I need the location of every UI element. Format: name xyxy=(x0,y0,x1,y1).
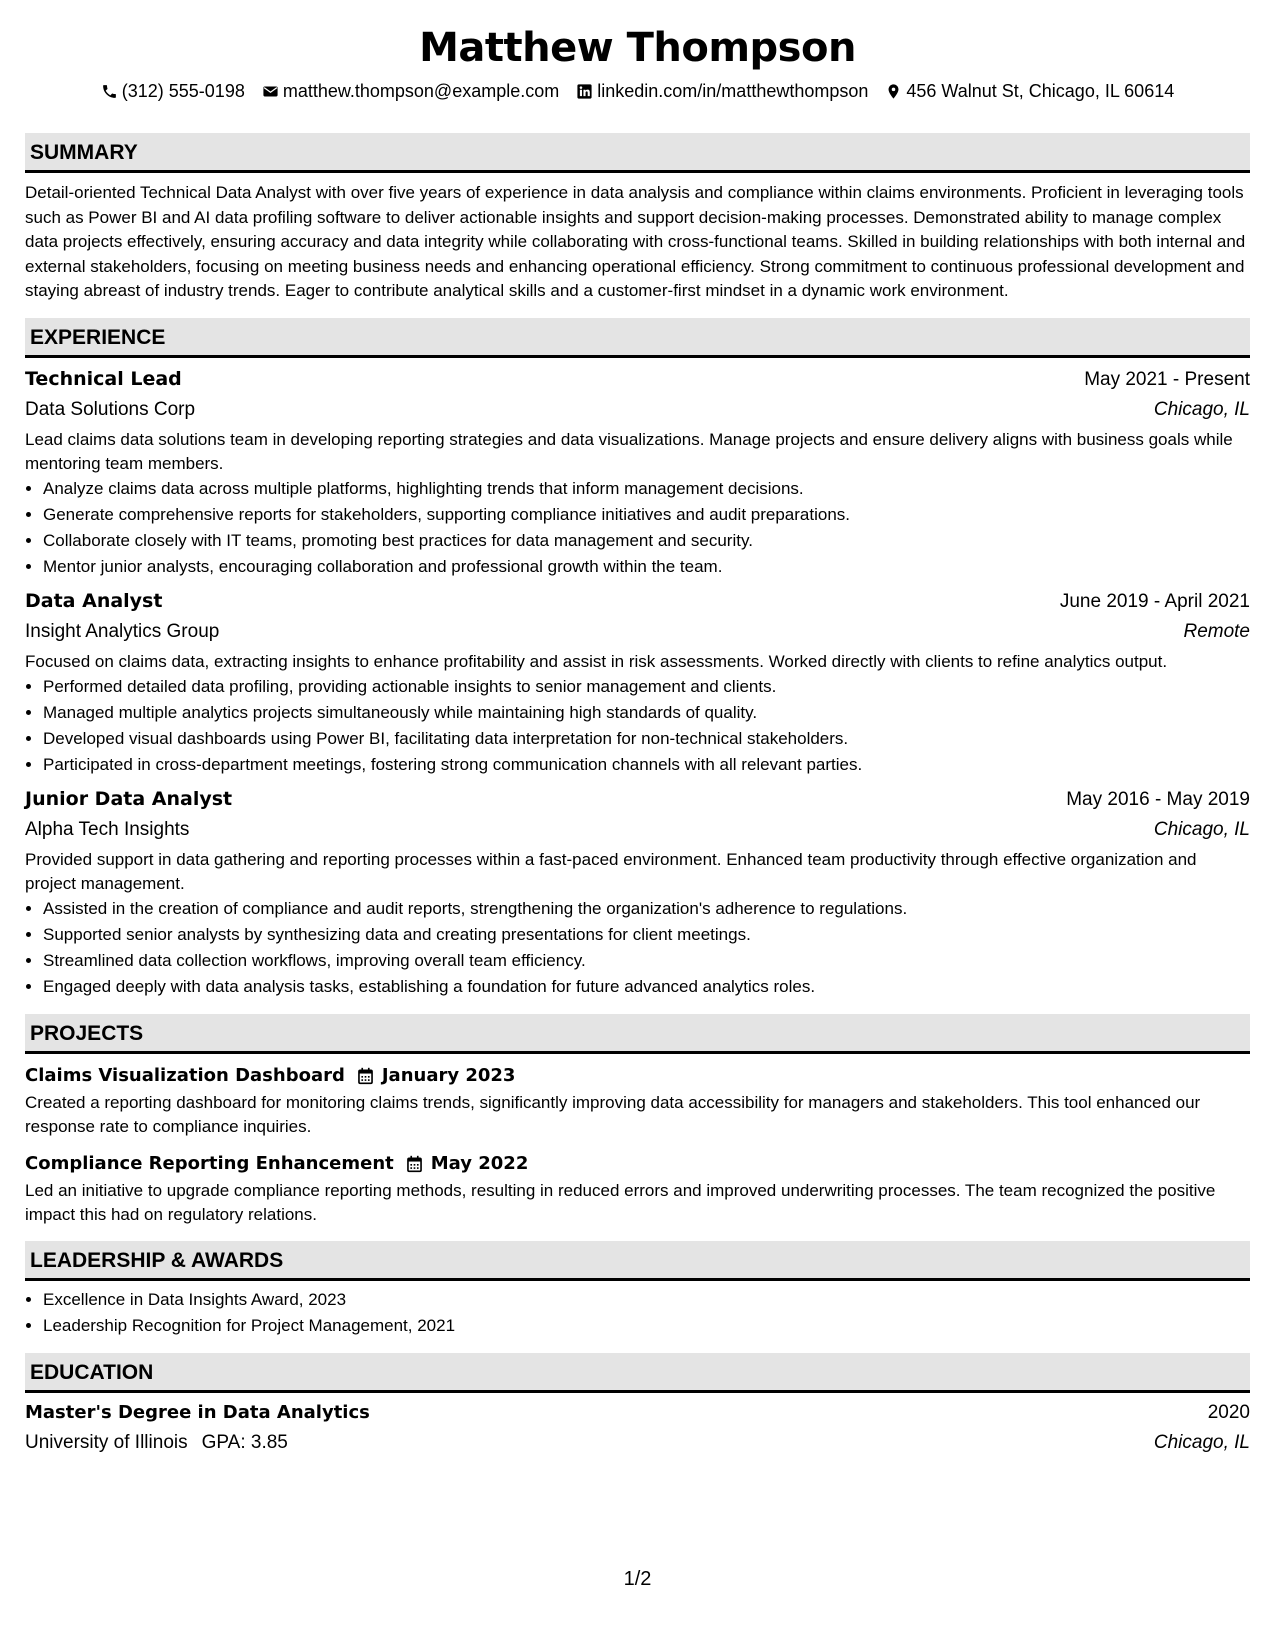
gpa-text: GPA: 3.85 xyxy=(201,1431,288,1453)
job-description: Focused on claims data, extracting insights to enhance profitability and assist in risk assessments. Worked directly with clients to refine analytics output. xyxy=(25,651,1168,671)
section-heading: EXPERIENCE xyxy=(25,318,1250,358)
phone-icon xyxy=(101,83,118,100)
job-entry xyxy=(25,784,1250,1000)
candidate-name: Matthew Thompson xyxy=(419,25,856,71)
job-title: Junior Data Analyst xyxy=(25,787,233,810)
education-section xyxy=(25,1353,1250,1458)
list-item: • Analyze claims data across multiple platforms, highlighting trends that inform management decisions. xyxy=(43,476,1250,502)
linkedin-icon xyxy=(576,83,593,100)
calendar-icon xyxy=(406,1155,423,1173)
contact-bar xyxy=(25,79,1250,103)
project-name: Claims Visualization Dashboard xyxy=(25,1064,345,1086)
project-date: January 2023 xyxy=(381,1064,516,1086)
leadership-section xyxy=(25,1241,1250,1339)
envelope-icon xyxy=(262,83,279,100)
list-item: • Supported senior analysts by synthesizing data and creating presentations for client meetings. xyxy=(43,922,1250,948)
contact-address xyxy=(885,79,1174,103)
list-item: • Developed visual dashboards using Power BI, facilitating data interpretation for non-technical stakeholders. xyxy=(43,726,1250,752)
job-dates: May 2021 - Present xyxy=(1084,368,1250,390)
contact-phone xyxy=(101,79,245,103)
project-date: May 2022 xyxy=(430,1152,529,1174)
list-item: • Participated in cross-department meetings, fostering strong communication channels with all relevant parties. xyxy=(43,752,1250,778)
job-title: Data Analyst xyxy=(25,589,163,612)
company-name: Alpha Tech Insights xyxy=(25,818,190,840)
list-item: • Managed multiple analytics projects simultaneously while maintaining high standards of quality. xyxy=(43,700,1250,726)
job-description: Lead claims data solutions team in developing reporting strategies and data visualizations. Manage projects and ensure delivery aligns with business goals while mentoring team members. xyxy=(25,429,1233,473)
job-location: Chicago, IL xyxy=(1153,818,1250,840)
job-location: Chicago, IL xyxy=(1153,398,1250,420)
projects-section xyxy=(25,1014,1250,1227)
email-link[interactable]: matthew.thompson@example.com xyxy=(282,81,560,101)
project-name: Compliance Reporting Enhancement xyxy=(25,1152,394,1174)
page-number: 1/2 xyxy=(623,1568,652,1590)
job-title: Technical Lead xyxy=(25,367,182,390)
section-heading: SUMMARY xyxy=(25,133,1250,173)
list-item: • Collaborate closely with IT teams, promoting best practices for data management and security. xyxy=(43,528,1250,554)
job-bullets xyxy=(25,674,1250,778)
project-entry xyxy=(25,1061,1250,1139)
summary-section xyxy=(25,133,1250,304)
linkedin-link[interactable]: linkedin.com/in/matthewthompson xyxy=(597,81,869,101)
school-name: University of Illinois xyxy=(25,1431,188,1453)
job-entry xyxy=(25,364,1250,580)
job-entry xyxy=(25,586,1250,778)
company-name: Data Solutions Corp xyxy=(25,398,196,420)
phone-text: (312) 555-0198 xyxy=(121,81,245,101)
list-item: • Performed detailed data profiling, providing actionable insights to senior management and clients. xyxy=(43,674,1250,700)
section-heading: PROJECTS xyxy=(25,1014,1250,1054)
list-item: • Leadership Recognition for Project Management, 2021 xyxy=(43,1313,1250,1339)
section-heading: LEADERSHIP & AWARDS xyxy=(25,1241,1250,1281)
list-item: • Excellence in Data Insights Award, 2023 xyxy=(43,1287,1250,1313)
project-entry xyxy=(25,1149,1250,1227)
contact-email[interactable] xyxy=(262,79,559,103)
contact-linkedin[interactable] xyxy=(576,79,868,103)
company-name: Insight Analytics Group xyxy=(25,620,220,642)
summary-text: Detail-oriented Technical Data Analyst with over five years of experience in data analysis and compliance within claims environments. Proficient in leveraging tools such as Power BI and AI data profiling software to deliver actionable insights and support decision-making processes. Demonstrated ability to manage complex data projects effectively, ensuring accuracy and data integrity while collaborating with cross-functional teams. Skilled in building relationships with both internal and external stakeholders, focusing on meeting business needs and enhancing operational efficiency. Strong commitment to continuous professional development and staying abreast of industry trends. Eager to contribute analytical skills and a customer-first mindset in a dynamic work environment. xyxy=(25,183,1246,300)
list-item: • Mentor junior analysts, encouraging collaboration and professional growth within the team. xyxy=(43,554,1250,580)
experience-section xyxy=(25,318,1250,1000)
degree-title: Master's Degree in Data Analytics xyxy=(25,1401,370,1423)
project-description: Created a reporting dashboard for monitoring claims trends, significantly improving data accessibility for managers and stakeholders. This tool enhanced our response rate to compliance inquiries. xyxy=(25,1092,1201,1136)
job-description: Provided support in data gathering and reporting processes within a fast-paced environment. Enhanced team productivity through effective organization and project management. xyxy=(25,849,1197,893)
degree-year: 2020 xyxy=(1207,1401,1250,1423)
school-location: Chicago, IL xyxy=(1153,1431,1250,1453)
list-item: • Streamlined data collection workflows, improving overall team efficiency. xyxy=(43,948,1250,974)
job-dates: June 2019 - April 2021 xyxy=(1059,590,1250,612)
list-item: • Generate comprehensive reports for stakeholders, supporting compliance initiatives and audit preparations. xyxy=(43,502,1250,528)
job-location: Remote xyxy=(1183,620,1250,642)
section-heading: EDUCATION xyxy=(25,1353,1250,1393)
calendar-icon xyxy=(357,1067,374,1085)
list-item: • Assisted in the creation of compliance and audit reports, strengthening the organization's adherence to regulations. xyxy=(43,896,1250,922)
project-description: Led an initiative to upgrade compliance reporting methods, resulting in reduced errors and improved underwriting processes. The team recognized the positive impact this had on regulatory relations. xyxy=(25,1180,1216,1224)
job-bullets xyxy=(25,896,1250,1000)
awards-list xyxy=(25,1287,1250,1339)
address-text: 456 Walnut St, Chicago, IL 60614 xyxy=(906,81,1175,101)
map-pin-icon xyxy=(885,83,902,100)
job-bullets xyxy=(25,476,1250,580)
list-item: • Engaged deeply with data analysis tasks, establishing a foundation for future advanced analytics roles. xyxy=(43,974,1250,1000)
job-dates: May 2016 - May 2019 xyxy=(1066,788,1250,810)
